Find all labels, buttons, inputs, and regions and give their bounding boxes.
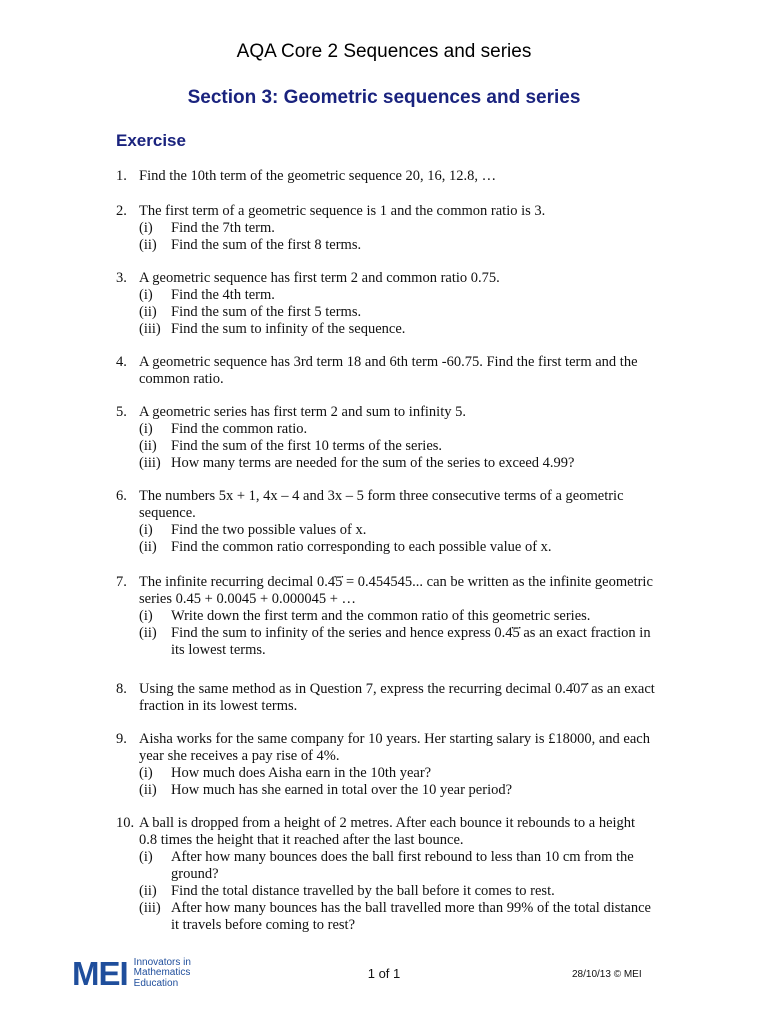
question-number: 8. xyxy=(116,681,127,697)
question-number: 4. xyxy=(116,354,127,370)
question-text: A ball is dropped from a height of 2 metres. After each bounce it rebounds to a height 0.8 times the height that it reached after the last bounce. xyxy=(139,815,636,848)
question-text: The infinite recurring decimal 0.4̇5̇ = 0.454545... can be written as the infinite geometric series 0.45 + 0.0045 + 0.000045 + … xyxy=(139,574,653,607)
exercise-heading: Exercise xyxy=(116,131,186,150)
question-2 xyxy=(116,203,656,254)
question-10 xyxy=(116,815,656,934)
part-label: (iii) xyxy=(139,455,161,471)
part-text: Find the sum to infinity of the sequence. xyxy=(171,321,406,337)
part-label: (ii) xyxy=(139,237,157,253)
part-label: (ii) xyxy=(139,438,157,454)
question-number: 1. xyxy=(116,168,127,184)
document-title: AQA Core 2 Sequences and series xyxy=(236,41,532,62)
question-1 xyxy=(116,168,656,185)
question-text: Using the same method as in Question 7, express the recurring decimal 0.4̇07̇ as an exact fraction in its lowest terms. xyxy=(139,681,655,714)
part-text: Find the sum of the first 5 terms. xyxy=(171,304,362,320)
part-text: After how many bounces has the ball travelled more than 99% of the total distance it travels before coming to rest? xyxy=(171,900,651,933)
mei-logo-text: MEI xyxy=(72,955,128,992)
tagline-line: Innovators in xyxy=(133,956,191,968)
part-text: Find the sum to infinity of the series and hence express 0.4̇5̇ as an exact fraction in its lowest terms. xyxy=(171,625,651,658)
part-label: (i) xyxy=(139,220,153,236)
part-text: Find the total distance travelled by the ball before it comes to rest. xyxy=(171,883,555,899)
part-label: (ii) xyxy=(139,304,157,320)
page-number: 1 of 1 xyxy=(367,966,401,981)
part-text: Find the 4th term. xyxy=(171,287,275,303)
part-label: (i) xyxy=(139,522,153,538)
question-number: 2. xyxy=(116,203,127,219)
question-number: 10. xyxy=(116,815,135,831)
question-4 xyxy=(116,354,656,388)
part-label: (ii) xyxy=(139,625,157,641)
part-text: Write down the first term and the common ratio of this geometric series. xyxy=(171,608,591,624)
part-text: How many terms are needed for the sum of the series to exceed 4.99? xyxy=(171,455,575,471)
part-text: Find the 7th term. xyxy=(171,220,275,236)
question-number: 7. xyxy=(116,574,127,590)
part-text: Find the two possible values of x. xyxy=(171,522,367,538)
part-label: (ii) xyxy=(139,782,157,798)
part-text: How much does Aisha earn in the 10th year? xyxy=(171,765,432,781)
section-heading: Section 3: Geometric sequences and series xyxy=(187,87,581,108)
part-text: Find the common ratio corresponding to each possible value of x. xyxy=(171,539,552,555)
question-number: 9. xyxy=(116,731,127,747)
part-label: (i) xyxy=(139,421,153,437)
question-text: A geometric series has first term 2 and sum to infinity 5. xyxy=(139,404,466,420)
part-label: (i) xyxy=(139,287,153,303)
question-text: A geometric sequence has first term 2 and common ratio 0.75. xyxy=(139,270,500,286)
question-3 xyxy=(116,270,656,338)
question-8 xyxy=(116,681,656,715)
question-text: Aisha works for the same company for 10 years. Her starting salary is £18000, and each year she receives a pay rise of 4%. xyxy=(139,731,650,764)
part-label: (i) xyxy=(139,765,153,781)
tagline-line: Education xyxy=(133,977,179,989)
question-number: 5. xyxy=(116,404,127,420)
part-label: (i) xyxy=(139,849,153,865)
part-label: (ii) xyxy=(139,883,157,899)
question-6 xyxy=(116,488,656,556)
question-text: A geometric sequence has 3rd term 18 and 6th term -60.75. Find the first term and the common ratio. xyxy=(139,354,638,387)
part-text: Find the sum of the first 10 terms of the series. xyxy=(171,438,443,454)
question-text: The first term of a geometric sequence is 1 and the common ratio is 3. xyxy=(139,203,546,219)
part-label: (ii) xyxy=(139,539,157,555)
part-label: (i) xyxy=(139,608,153,624)
tagline-line: Mathematics xyxy=(133,967,191,979)
part-text: Find the sum of the first 8 terms. xyxy=(171,237,362,253)
question-5 xyxy=(116,404,656,472)
part-label: (iii) xyxy=(139,900,161,916)
question-number: 3. xyxy=(116,270,127,286)
part-text: How much has she earned in total over the 10 year period? xyxy=(171,782,513,798)
question-9 xyxy=(116,731,656,799)
question-text: The numbers 5x + 1, 4x – 4 and 3x – 5 form three consecutive terms of a geometric sequence. xyxy=(139,488,624,521)
part-text: Find the common ratio. xyxy=(171,421,308,437)
footer-date: 28/10/13 © MEI xyxy=(572,969,642,980)
question-text: Find the 10th term of the geometric sequence 20, 16, 12.8, … xyxy=(139,168,497,184)
question-number: 6. xyxy=(116,488,127,504)
question-7 xyxy=(116,574,656,659)
part-label: (iii) xyxy=(139,321,161,337)
part-text: After how many bounces does the ball first rebound to less than 10 cm from the ground? xyxy=(171,849,634,882)
